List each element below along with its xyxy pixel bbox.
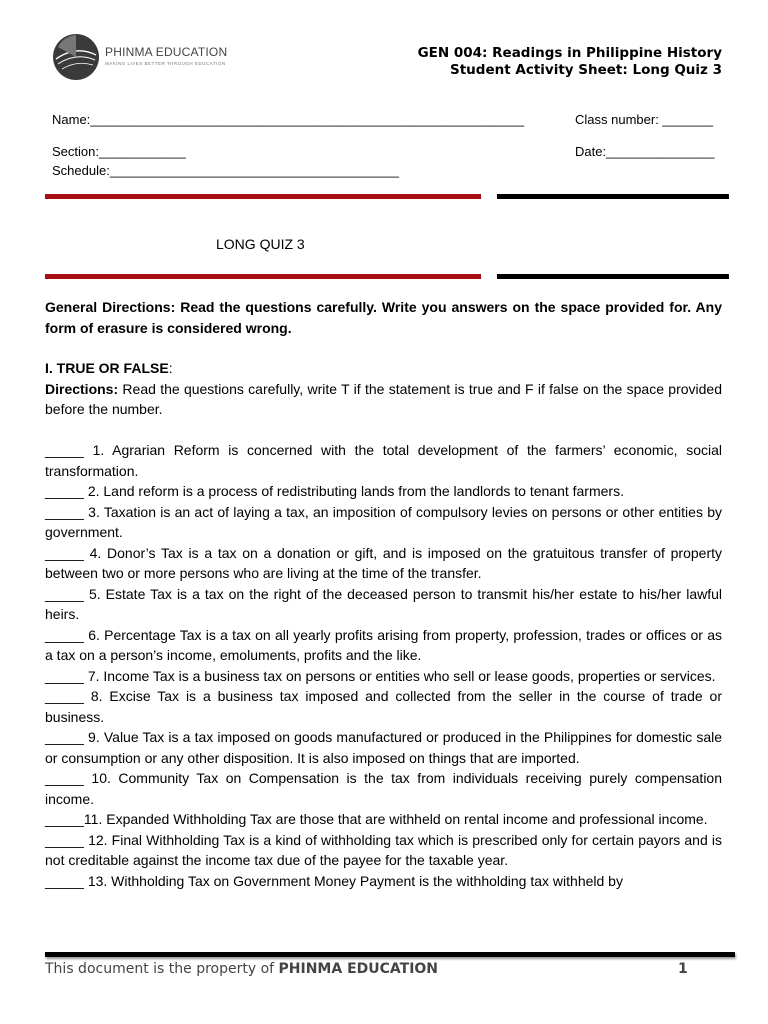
list-item: _____ 13. Withholding Tax on Government Money Payment is the withholding tax withheld by bbox=[45, 872, 623, 889]
section-true-false bbox=[45, 358, 722, 420]
directions-label: Directions: bbox=[45, 380, 119, 397]
name-field: Name:____________________________________________________________ bbox=[52, 112, 525, 127]
divider-black-bottom bbox=[497, 274, 729, 279]
logo-emblem-icon bbox=[52, 33, 100, 81]
logo-name: PHINMA EDUCATION bbox=[105, 45, 228, 59]
footer-brand: PHINMA EDUCATION bbox=[278, 961, 439, 977]
footer-notice bbox=[45, 961, 438, 977]
directions-text: Read the questions carefully, write T if the statement is true and F if false on the space provided before the number. bbox=[45, 380, 722, 417]
logo-tagline: MAKING LIVES BETTER THROUGH EDUCATION bbox=[105, 61, 226, 66]
section-heading-colon: : bbox=[168, 360, 173, 376]
phinma-logo bbox=[52, 33, 252, 85]
list-item: _____ 12. Final Withholding Tax is a kind of withholding tax which is prescribed only for certain payors and is not creditable against the income tax due of the payee for the taxable year. bbox=[45, 831, 722, 868]
list-item: _____ 1. Agrarian Reform is concerned with the total development of the farmers’ economic, social transformation. bbox=[45, 442, 722, 479]
list-item: _____ 9. Value Tax is a tax imposed on goods manufactured or produced in the Philippines for domestic sale or consumption or any other disposition. It is also imposed on things that are imported. bbox=[45, 729, 722, 766]
page-number: 1 bbox=[678, 961, 688, 977]
divider-red-bottom bbox=[45, 274, 481, 279]
list-item: _____ 2. Land reform is a process of redistributing lands from the landlords to tenant farmers. bbox=[45, 483, 624, 499]
footer-rule bbox=[45, 952, 735, 957]
list-item: _____11. Expanded Withholding Tax are those that are withheld on rental income and professional income. bbox=[45, 811, 708, 827]
list-item: _____ 6. Percentage Tax is a tax on all yearly profits arising from property, profession, trades or offices or as a tax on a person’s income, emoluments, profits and the like. bbox=[45, 626, 722, 663]
date-field: Date:_______________ bbox=[575, 144, 715, 159]
document-title bbox=[418, 45, 722, 79]
divider-red-top bbox=[45, 194, 481, 199]
question-list bbox=[45, 440, 722, 891]
class-number-field: Class number: _______ bbox=[575, 112, 714, 127]
list-item: _____ 7. Income Tax is a business tax on persons or entities who sell or lease goods, properties or services. bbox=[45, 667, 716, 684]
sheet-title: Student Activity Sheet: Long Quiz 3 bbox=[450, 62, 722, 78]
general-directions: General Directions: Read the questions carefully. Write you answers on the space provided for. Any form of erasure is considered wrong. bbox=[45, 299, 722, 336]
list-item: _____ 5. Estate Tax is a tax on the right of the deceased person to transmit his/her estate to his/her lawful heirs. bbox=[45, 585, 722, 622]
list-item: _____ 4. Donor’s Tax is a tax on a donation or gift, and is imposed on the gratuitous transfer of property between two or more persons who are living at the time of the transfer. bbox=[45, 544, 722, 581]
divider-black-top bbox=[497, 194, 729, 199]
quiz-title: LONG QUIZ 3 bbox=[216, 236, 305, 252]
footer-prefix: This document is the property of bbox=[45, 961, 279, 977]
section-heading: I. TRUE OR FALSE bbox=[45, 360, 169, 376]
list-item: _____ 10. Community Tax on Compensation is the tax from individuals receiving purely compensation income. bbox=[45, 770, 722, 807]
section-field: Section:____________ bbox=[52, 144, 186, 159]
list-item: _____ 3. Taxation is an act of laying a tax, an imposition of compulsory levies on persons or other entities by government. bbox=[45, 503, 722, 540]
course-title: GEN 004: Readings in Philippine History bbox=[417, 45, 722, 61]
schedule-field: Schedule:________________________________________ bbox=[52, 163, 400, 178]
list-item: _____ 8. Excise Tax is a business tax imposed and collected from the seller in the course of trade or business. bbox=[45, 688, 722, 725]
